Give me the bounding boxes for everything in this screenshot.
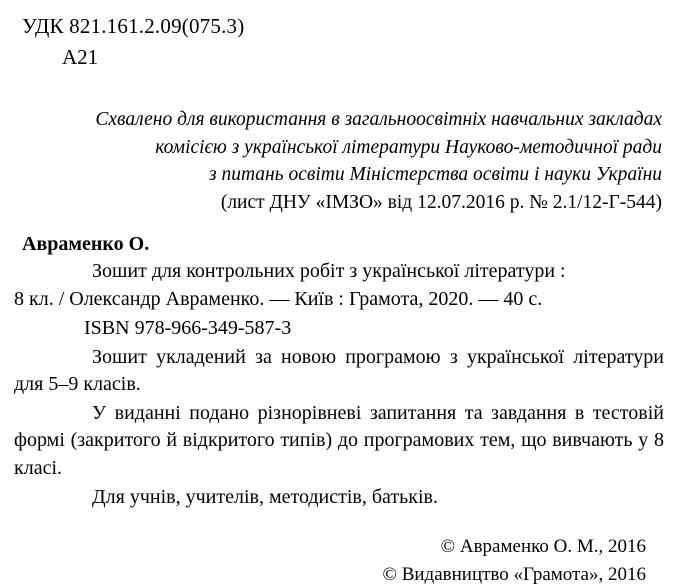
catalog-code: А21 (62, 45, 99, 69)
isbn-line: ISBN 978-966-349-587-3 (84, 316, 292, 339)
imprint-line: 8 кл. / Олександр Авраменко. — Київ : Грамота, 2020. — 40 с. (14, 288, 543, 311)
copyright-line-publisher: © Видавництво «Грамота», 2016 (382, 563, 646, 585)
bibliographic-description (14, 258, 670, 511)
annotation-paragraph-3: Для учнів, учителів, методистів, батьків. (92, 485, 438, 508)
udc-code: УДК 821.161.2.09(075.3) (22, 14, 245, 38)
approval-letter-line: (лист ДНУ «ІМЗО» від 12.07.2016 р. № 2.1/12-Г-544) (220, 192, 662, 214)
author-entry: Авраменко О. (22, 232, 150, 255)
annotation-paragraph-2: У виданні подано різнорівневі запитання та завдання в тестовій формі (закритого й відкритого типів) до програмових тем, що вивчають у 8 класі. (14, 401, 664, 479)
approval-line-2: комісією з української літератури Науково-методичної ради (155, 136, 662, 158)
approval-line-3: з питань освіти Міністерства освіти і науки України (208, 164, 662, 186)
copyright-line-author: © Авраменко О. М., 2016 (440, 536, 646, 558)
annotation-paragraph-1: Зошит укладений за новою програмою з української літератури для 5–9 класів. (14, 345, 664, 396)
approval-statement (14, 106, 670, 217)
title-line: Зошит для контрольних робіт з української літератури : (92, 259, 566, 282)
approval-line-1: Схвалено для використання в загальноосвітніх навчальних закладах (95, 109, 662, 130)
